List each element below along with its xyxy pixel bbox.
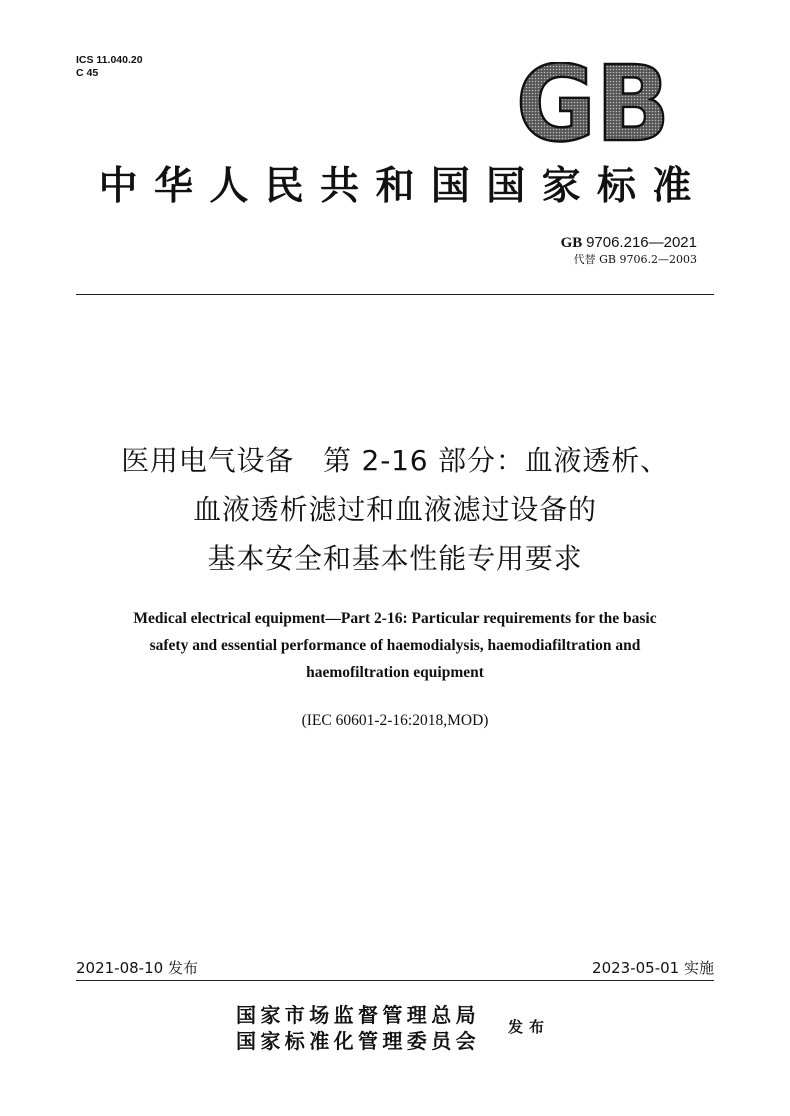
standard-number-value: 9706.216—2021 bbox=[586, 234, 697, 251]
gb-logo bbox=[516, 62, 670, 144]
adoption-note: (IEC 60601-2-16:2018,MOD) bbox=[301, 712, 489, 729]
header-divider bbox=[76, 294, 714, 295]
issue-label: 发布 bbox=[508, 1018, 551, 1036]
chinese-title-line-3: 基本安全和基本性能专用要求 bbox=[207, 542, 583, 575]
implementation-date: 2023-05-01 实施 bbox=[592, 959, 714, 977]
chinese-title-line-2: 血液透析滤过和血液滤过设备的 bbox=[193, 493, 597, 526]
footer-divider bbox=[76, 980, 714, 981]
publish-date: 2021-08-10 发布 bbox=[76, 959, 198, 977]
english-title-line-2: safety and essential performance of haemodialysis, haemodiafiltration and bbox=[149, 637, 641, 654]
standard-number bbox=[561, 234, 697, 252]
standard-prefix: GB bbox=[560, 235, 583, 251]
national-standard-title: 中华人民共和国国家标准 bbox=[98, 163, 708, 209]
replaces-standard: 代替 GB 9706.2—2003 bbox=[573, 253, 697, 266]
svg-text:GB: GB bbox=[516, 62, 670, 144]
ccs-code: C 45 bbox=[76, 67, 99, 79]
english-title-line-1: Medical electrical equipment—Part 2-16: Particular requirements for the basic bbox=[133, 610, 657, 627]
english-title-line-3: haemofiltration equipment bbox=[306, 664, 484, 681]
issuer-samr: 国家市场监督管理总局 bbox=[236, 1003, 480, 1027]
ics-code: ICS 11.040.20 bbox=[76, 54, 143, 66]
issuer-sac: 国家标准化管理委员会 bbox=[236, 1029, 480, 1053]
chinese-title-line-1: 医用电气设备 第 2-16 部分：血液透析、 bbox=[121, 444, 669, 477]
